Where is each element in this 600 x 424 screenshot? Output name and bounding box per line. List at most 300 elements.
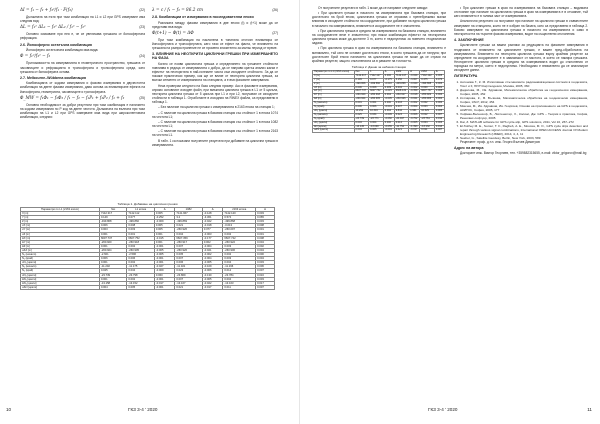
table-cell: 0.077 [127, 216, 154, 220]
table-cell: 0.034 [127, 269, 154, 273]
table-cell: -260.906 [223, 248, 256, 252]
table-cell: 0.007 [434, 113, 444, 117]
table-cell: -260.097 [223, 228, 256, 232]
table-header-cell: 2163 [420, 70, 435, 74]
table-cell: σX [m] [313, 86, 355, 90]
table-cell: 0.004 [256, 240, 275, 244]
table-header-cell: Δ [202, 208, 223, 212]
table-cell: -0.004 [202, 244, 223, 248]
table-cell: -0.021 [202, 248, 223, 252]
table-cell: -260.922 [223, 240, 256, 244]
author-address: Докторант инж. Виктор Георгиев, тел. +359882315655, e-mail: viktor_grigorov@mail.bg [460, 151, 587, 156]
paragraph: Когато се появи цикличната грешка и определянето на грешните стойности повлиява в редица от измерванията с добра, да се направи кратък анализ какъв е ефектът на неоткритата в най-големите числа към изходните стойности. За да се покаже практически пример, как ще се влияе от неоткрита циклична грешка, за всички сегменти от измерванията на станцията, а е във фазовите измервания. [152, 61, 278, 83]
table-cell: -0.002 [409, 102, 420, 106]
table-cell: -0.027 [154, 265, 175, 269]
table-cell: 0.016 [434, 117, 444, 121]
table-cell: σY [m] [21, 228, 100, 232]
table-cell: -499.868 [420, 82, 435, 86]
table-cell: 0.003 [420, 106, 435, 110]
table-cell: -260.918 [369, 94, 384, 98]
table-cell: N₁ (край) [21, 257, 100, 261]
right-column-1 [312, 6, 446, 133]
table-cell: 0.001 [127, 232, 154, 236]
table-cell: σX [m] [21, 224, 100, 228]
table-row [313, 129, 445, 133]
paragraph: Комбинацията от кодови измервания и фазови измервания в двучестотна комбинация на двете фазови измервания, дава основа за елиминиране ефекта на йоносферата, геометрията, часовниците и тропосферата. [20, 81, 145, 94]
table-cell: 0.003 [256, 277, 275, 281]
paragraph: • При цикличен грешки в началото на измерванията при базовата станция, при достатъчно на брой епохи, цикличната грешка се отразява с пренебрежимо малки влияния в изходните стойности на координатите, при добавяне на една циклична грешка в началото на измерванията, влиянието в координатите не е значително. [312, 11, 446, 28]
table-cell: -13.158 [99, 281, 126, 285]
table-header-cell: L1 епоха [127, 208, 154, 212]
table-cell: 0.025 [99, 269, 126, 273]
table-cell: 0.004 [99, 285, 126, 289]
table-cell: σZ [m] [21, 232, 100, 236]
table-cell: 0.007 [175, 277, 202, 281]
table-cell: 0.006 [369, 106, 384, 110]
table-cell: -0.055 [383, 125, 394, 129]
table-cell: 7142.122 [420, 74, 435, 78]
table-cell: σΔN [цикли] [313, 129, 355, 133]
table-cell: 0.002 [223, 253, 256, 257]
table-cell: ΔY [m] [313, 94, 355, 98]
table-cell: 0.149 [99, 216, 126, 220]
paragraph: • При цикличната грешка в средата на измерванията на базовата станция, влиянието на координатите вече е значително; при някои комбинации ефектът на неоткритата циклична грешка може да достигне 3 m, което е недопустимо за повечето геодезически задачи. [312, 28, 446, 46]
table-cell: -0.009 [154, 220, 175, 224]
table-cell: 0.004 [434, 106, 444, 110]
table-cell: 0.003 [434, 121, 444, 125]
table-cell: 0.012 [394, 121, 409, 125]
table-cell: -0.001 [154, 277, 175, 281]
paragraph: Разликата между фазови измервания в две епохи (t) и (t+1) може да се представи във вида: [152, 20, 278, 29]
table-cell: 0.008 [127, 224, 154, 228]
table-cell: 0.002 [127, 277, 154, 281]
table-cell: 0.008 [434, 90, 444, 94]
table-cell: X [m] [21, 212, 100, 216]
table-cell: 0.006 [256, 265, 275, 269]
table-cell: 0.076 [434, 78, 444, 82]
table-cell: -23.798 [127, 273, 154, 277]
table-cell: -0.017 [202, 285, 223, 289]
table-cell: 0.001 [154, 240, 175, 244]
table-cell: 0.008 [256, 236, 275, 240]
table-cell: 1.961 [409, 109, 420, 113]
list-item: – С наличие на циклична грешка в базовия станция със стойност 1 в епоха 1082 на честота L1; [152, 119, 278, 128]
table-cell: 3.2 [175, 216, 202, 220]
table-cell: 0.025 [354, 113, 369, 117]
table-cell: -13.145 [354, 125, 369, 129]
table-cell: -0.130 [202, 273, 223, 277]
table-cell: -260.918 [127, 240, 154, 244]
table-cell: 6607.742 [223, 236, 256, 240]
table-cell: -0.252 [154, 216, 175, 220]
section-heading: 2.8. Комбинации от измервания в последователни епохи [152, 15, 254, 19]
reference-item: 3. Котларова, К., В. Въчиева, Математическа обработка на геодезически измервания, София, УАСГ, 2012, 454 [460, 96, 588, 104]
table-cell: -0.004 [202, 257, 223, 261]
table-cell: 7142.317 [99, 212, 126, 216]
table-cell: 0.000 [383, 102, 394, 106]
table-cell: ΔN₁ [цикли] [21, 277, 100, 281]
table-cell: 7142.112 [127, 212, 154, 216]
table-cell: 0.001 [434, 86, 444, 90]
table-cell: 0.003 [256, 220, 275, 224]
table-cell: -13.132 [420, 125, 435, 129]
table-header-cell: Параметри по L1 (2163 епохи) [21, 208, 100, 212]
table-cell: -0.029 [409, 74, 420, 78]
table-cell: 0.004 [256, 248, 275, 252]
table-cell: 0.077 [369, 78, 384, 82]
table-cell: -260.917 [394, 94, 409, 98]
paragraph: • При циклична грешка в края на измерванията на базовата станция, влиянието е минимално, тъй като не остават достатъчно епохи, в които грешката да се натрупа; при достатъчен брой епохи наличието на цикличната грешка не може да се отрази на крайния резултат, защото отклоненията са в рамките на точността. [312, 46, 446, 63]
reference-item: 6. Dai, Z. MATLAB software for GPS cycle-slip, GPS solutions, 2011, Vol 16, 267–272 [460, 120, 588, 124]
table-cell: -11.752 [394, 125, 409, 129]
table-cell: -23.761 [420, 117, 435, 121]
table-cell: Z [m] [21, 220, 100, 224]
table-cell: -499.860 [127, 220, 154, 224]
table-cell: -260.905 [369, 98, 384, 102]
table-cell: ΔN₂ [цикли] [21, 281, 100, 285]
table-cell: Y [m] [313, 78, 355, 82]
table-cell: -2.596 [127, 253, 154, 257]
table-cell: σΔN [цикли] [21, 285, 100, 289]
table-cell: ΔX [m] [313, 90, 355, 94]
table-cell: -260.922 [420, 94, 435, 98]
paragraph: Цикличните грешки са важни разлики за редукцията на фазовите измервания в геодезията от влиянието на цикличните грешки, е важен пред-обработката на измерванията. Влиянието на неоткрита циклична грешка върху крайния резултат за определяне на координатите е в зависимост от мястото, в което се намира грешката. Неоткритите циклични грешки в средата на измерванията водят до отклонения от порядъка на метри, което е недопустимо. Необходимо е внимателно да се анализират изходните данни. [454, 43, 588, 72]
table-cell: 6607.752 [127, 236, 154, 240]
table-cell: -260.917 [175, 240, 202, 244]
table-cell: 0.023 [394, 113, 409, 117]
table-cell: -0.004 [409, 106, 420, 110]
table-cell: -0.009 [154, 269, 175, 273]
left-column-1 [20, 6, 145, 120]
table-cell: 0.004 [383, 94, 394, 98]
table-cell: -23.771 [369, 117, 384, 121]
table-cell: N₁ (начало) [313, 102, 355, 106]
reference-item: 1. Антонова Г., К. М. Използване спътниковите радионавигационни системи в геодезията, Том I и II, ЮУП Картгеодезия, Москва, 2005, 360 [460, 80, 588, 88]
table-cell: 0.001 [354, 102, 369, 106]
table-cell: N₂ (начало) [21, 265, 100, 269]
table-cell: 10.292 [354, 109, 369, 113]
equation-25: Φ_MW = f₁Φ₁ − f₂Φ₂ / f₁ − f₂ − f₁P₁ + f₂P₂ / f₁ + f₂ (25) [20, 94, 145, 100]
table-cell: -23.784 [223, 273, 256, 277]
left-column-2 [152, 6, 278, 148]
table-cell: 0.001 [99, 244, 126, 248]
table-1-block [20, 200, 275, 290]
table-cell: σN₂ [цикли] [21, 273, 100, 277]
table-cell: 0.034 [369, 113, 384, 117]
table-cell: 0.149 [354, 78, 369, 82]
table-cell: -499.869 [175, 220, 202, 224]
table-cell: ΔY [m] [21, 240, 100, 244]
address-heading: Адрес на автора [454, 145, 484, 150]
table-cell: -0.002 [409, 86, 420, 90]
table-cell: -0.702 [409, 117, 420, 121]
table-cell: -260.920 [99, 240, 126, 244]
table-cell: 0.003 [434, 82, 444, 86]
table-cell: 0.005 [127, 285, 154, 289]
table-cell: 0.007 [175, 244, 202, 248]
table-header-cell: Δ [154, 208, 175, 212]
table-header-cell: Δ [256, 208, 275, 212]
table-cell: -0.177 [202, 236, 223, 240]
table-cell: 7142.417 [394, 74, 409, 78]
paragraph: От получените резултати в табл. 1 може да се направят следните изводи: [318, 6, 428, 10]
table-cell: -0.010 [383, 82, 394, 86]
table-cell: 0.016 [256, 273, 275, 277]
table-row [21, 285, 275, 289]
table-cell: -0.001 [383, 129, 394, 133]
table-cell: 0.005 [369, 129, 384, 133]
table-cell: 0.005 [154, 228, 175, 232]
table-cell: 6607.359 [175, 236, 202, 240]
table-cell: -23.739 [354, 117, 369, 121]
table-cell: N₂ (начало) [313, 113, 355, 117]
table-cell: -0.001 [154, 257, 175, 261]
paragraph: Основна необходимост за добри резултати при тази комбинация е наличието на кодови измервания по P код на двете честоти. Дължината на вълната при тази комбинация на L1 и L2 при GPS измерване има вида при широколентовата комбинация, следния: [20, 102, 145, 120]
table-cell: -24.947 [394, 117, 409, 121]
list-item: – С наличие на циклична грешка в базовия станция със стойност 1 в епоха 1074 на честота L1; [152, 110, 278, 119]
paragraph: При тази комбинация на наклонена в топината отстоян елиминира се йоносферната и тропосферната, като тази се ефект на факта, че влиянието на грешката на разпространение не се променя значително за малък период от време. [152, 37, 278, 51]
table-cell: -260.924 [354, 98, 369, 102]
table-cell: -0.006 [409, 113, 420, 117]
table-cell: 0.001 [99, 232, 126, 236]
table-cell: 0.005 [154, 212, 175, 216]
table-cell: 0.001 [99, 261, 126, 265]
table-cell: N₁ (начало) [21, 253, 100, 257]
table-header-cell: 2163 епоха [223, 208, 256, 212]
table-cell: -23.869 [175, 273, 202, 277]
table-1-caption: Таблица 1. Добавяне на циклични грешки [117, 202, 178, 206]
table-header-cell: Δ [383, 70, 394, 74]
table-cell: 0.001 [99, 277, 126, 281]
table-cell: 0.002 [127, 261, 154, 265]
table-1 [20, 207, 275, 290]
table-cell: σN₁ [цикли] [21, 261, 100, 265]
table-cell: -0.175 [383, 78, 394, 82]
table-cell: 0.004 [354, 129, 369, 133]
table-header-cell: Параметри по L1 (2163 епохи) [313, 70, 355, 74]
table-cell: 3.150 [394, 78, 409, 82]
table-cell: -0.017 [154, 281, 175, 285]
table-cell: 0.023 [175, 269, 202, 273]
table-cell: N₂ (край) [313, 117, 355, 121]
table-2-caption: Таблица 2. Данни за небазов станции [351, 64, 407, 69]
table-cell: -0.003 [202, 232, 223, 236]
table-cell: 0.004 [434, 94, 444, 98]
table-cell: -0.001 [154, 285, 175, 289]
table-cell: -499.868 [223, 220, 256, 224]
table-cell: 0.003 [223, 244, 256, 248]
table-cell: -0.109 [202, 265, 223, 269]
table-header-cell: 1 [369, 70, 384, 74]
table-cell: Z [m] [313, 82, 355, 86]
table-cell: ΔZ [m] [21, 244, 100, 248]
table-cell: σN₂ [цикли] [313, 121, 355, 125]
table-header-cell: без [99, 208, 126, 212]
table-cell: -3.361 [202, 216, 223, 220]
list-item: – С наличие на циклична грешка в базовия станция със стойност 1 в епоха 2163 на честота L1. [152, 129, 278, 138]
paragraph: Дължината на пътя при тази комбинация на L1 и L2 при GPS измерване има следния вид: [20, 15, 145, 24]
section-heading: 4. ЗАКЛЮЧЕНИЕ [454, 37, 484, 42]
table-cell: -3.007 [409, 78, 420, 82]
table-cell: 0.011 [223, 285, 256, 289]
equation-22: ΔI = f₁ − f₂ + f₃²/f₁ · F(f₃) (22) [20, 7, 145, 12]
table-cell: 0.001 [154, 232, 175, 236]
table-cell: 0.011 [420, 129, 435, 133]
table-cell: 0.475 [420, 78, 435, 82]
table-cell: -0.128 [202, 212, 223, 216]
table-cell: -260.906 [420, 98, 435, 102]
paragraph: Основно изискване при нея е, че се увеличава грешката от йоносферната рефракция. [20, 32, 145, 41]
table-cell: 0.021 [175, 224, 202, 228]
table-cell: 0.006 [175, 261, 202, 265]
table-cell: -0.021 [409, 98, 420, 102]
equation-26: λ = c / f₁ − f₂ = 86.2 cm (26) [152, 7, 278, 12]
table-cell: 0.007 [256, 285, 275, 289]
table-cell: -13.163 [223, 281, 256, 285]
table-cell: -0.015 [383, 90, 394, 94]
table-cell: -13.152 [127, 281, 154, 285]
table-cell: -260.926 [175, 248, 202, 252]
table-cell: -23.739 [99, 273, 126, 277]
table-cell: 0.000 [420, 86, 435, 90]
page-number: 10 [6, 407, 12, 412]
table-cell: 0.574 [223, 216, 256, 220]
table-cell: -260.926 [175, 228, 202, 232]
list-item: – Без наличие на циклични грешки с измерванията в 2163 епоха на станция 1; [158, 105, 275, 110]
table-cell: 0.003 [127, 228, 154, 232]
table-cell: σN₁ [цикли] [313, 109, 355, 113]
table-cell: 0.004 [175, 232, 202, 236]
table-cell: -260.926 [394, 98, 409, 102]
table-cell: 0.021 [175, 285, 202, 289]
table-cell: 0.002 [202, 240, 223, 244]
table-cell: 0.004 [256, 257, 275, 261]
table-cell: 0.017 [256, 281, 275, 285]
table-cell: 9.842 [394, 109, 409, 113]
journal-footer: ГКЗ 3-4 ' 2020 [128, 407, 158, 412]
table-cell: 0.007 [175, 257, 202, 261]
table-cell: 0.004 [434, 98, 444, 102]
table-2-block [312, 70, 445, 134]
table-cell: 0.013 [434, 125, 444, 129]
table-cell: -0.005 [154, 253, 175, 257]
table-cell: -0.022 [202, 220, 223, 224]
table-cell: ΔZ [m] [313, 98, 355, 102]
equation-23: ΔL = f₁² ΔL₁ − f₂² ΔL₂ / f₁² − f₂² (23) [20, 24, 145, 30]
table-cell: -0.018 [202, 224, 223, 228]
table-cell: 0.012 [223, 269, 256, 273]
table-cell: -0.005 [154, 248, 175, 252]
table-cell: -499.860 [369, 82, 384, 86]
section-heading: 2.6. Йоносферно остатъчна комбинация [20, 42, 92, 47]
table-cell: 0.004 [354, 121, 369, 125]
reference-item: 7. El-Tokhey M. E., Sorour, T. F., Ragheb, A. E., Moussa, M. O., GPS cycle slips detection and repair through various signal combinations, International OPEN ACCESS Journal Of Modern Engineering Research (IJMER), 2014, 4, 4, 11 [460, 124, 588, 136]
table-cell: -260.920 [354, 94, 369, 98]
table-2 [312, 70, 445, 134]
reference-item: 5. Хофман-Веленхоф, Б., Лихтенеггер, Х., Колинс, Дж. GPS – Теория и практика, София, Ренесанс-софтуер, 2005 [460, 112, 588, 120]
table-cell: -0.060 [383, 117, 394, 121]
table-cell: -0.022 [202, 281, 223, 285]
reviewer-note: Рецензент: проф. д.т.н. инж. Георги Вълчев Димитров [460, 139, 540, 144]
table-cell: -0.359 [409, 90, 420, 94]
table-cell: 6607.737 [420, 90, 435, 94]
references [454, 80, 588, 140]
table-cell: N₁ (край) [313, 106, 355, 110]
table-cell: -13.090 [369, 125, 384, 129]
equation-24: Φ = f₁²/f₂² − f₂ (24) [20, 53, 145, 59]
paragraph: • При цикличен грешки в края на измерванията на базовата станция – видимата отстояние при наличие на цикличната грешка в края на измерванията е в отчаяние, тъй като влиянието е в голяма част от измерванията. [454, 6, 588, 19]
table-cell: 0.004 [369, 121, 384, 125]
table-cell: -0.005 [202, 261, 223, 265]
table-cell: 0.002 [394, 86, 409, 90]
table-cell: -0.005 [202, 277, 223, 281]
table-cell: -499.868 [99, 220, 126, 224]
paragraph: Йоносферно остатъчната комбинация има вида: [26, 48, 99, 53]
reference-item: 2. Дадилова, М., Ив. Здравков, Математическа обработка на геодезически измервания, София, 2005, 452 [460, 88, 588, 96]
table-cell: ΔN [цикли] [313, 125, 355, 129]
table-cell: 0.002 [420, 102, 435, 106]
table-cell: 0.007 [434, 129, 444, 133]
table-cell: 0.005 [175, 253, 202, 257]
table-cell: -0.020 [409, 82, 420, 86]
table-cell: -13.167 [175, 281, 202, 285]
table-cell: 0.004 [383, 109, 394, 113]
table-header-cell: Δ [409, 70, 420, 74]
table-cell: 0.003 [223, 257, 256, 261]
table-cell: 0.004 [223, 261, 256, 265]
table-cell: 0.001 [369, 102, 384, 106]
section-heading: 3. ВЛИЯНИЕ НА НЕОТКРИТИ ЦИКЛИЧНИ ГРЕШКИ ПРИ ИЗМЕРВАНЕТО НА ФАЗА [152, 52, 278, 61]
table-cell: 0.004 [420, 121, 435, 125]
table-cell: -0.017 [409, 129, 420, 133]
table-header-cell: 1082 [175, 208, 202, 212]
paragraph: Приложимостта на измерванията в геометричното пространство, грешката от часовниците и рефракцията в тропосферата и тропосферната среда, като грешката от йоносферата остава. [20, 61, 145, 74]
table-cell: 0.002 [223, 232, 256, 236]
table-cell: 0.009 [383, 86, 394, 90]
table-cell: -0.001 [154, 261, 175, 265]
table-cell: 0.005 [434, 109, 444, 113]
table-cell: -0.009 [383, 113, 394, 117]
reference-list [454, 80, 588, 140]
table-cell: 10.329 [420, 109, 435, 113]
table-cell: -0.013 [223, 224, 256, 228]
table-cell: -260.905 [127, 248, 154, 252]
table-cell: 0.060 [154, 273, 175, 277]
section-heading: 2.7. Melbourne–Wübbena комбинация [20, 75, 86, 80]
table-cell: -0.005 [409, 121, 420, 125]
table-cell: X [m] [313, 74, 355, 78]
table-cell: 0.012 [420, 113, 435, 117]
table-cell: -11.202 [99, 265, 126, 269]
paragraph: Аналогични резултати са получават при наличие на циклични грешки в съвместните измерване на станцията, които не е избран на базата, като са представени в таблица 2. Базово измерване на цикличната грешка в началото на измерванията и само в неоткритостта на търсене фазови измервания, водят на съществени отклонения. [454, 19, 588, 36]
table-cell: 0.005 [154, 224, 175, 228]
table-cell: N₂ (край) [21, 269, 100, 273]
table-cell: 0.004 [223, 277, 256, 281]
table-cell: 0.003 [256, 261, 275, 265]
table-cell: -0.002 [202, 253, 223, 257]
paragraph: В табл. 1 са показани получените резултати при добавяне на циклични грешки в измерванията. [152, 138, 278, 147]
table-cell: 6607.737 [354, 90, 369, 94]
table-cell: σΔX [m] [21, 248, 100, 252]
table-cell: 0.006 [99, 257, 126, 261]
table-cell: -0.001 [383, 106, 394, 110]
equation-27: Φ(t+1) − Φ(t) = ΔΦ (27) [152, 29, 278, 35]
table-cell: 10.316 [369, 109, 384, 113]
table-cell: -11.175 [127, 265, 154, 269]
table-cell: 6607.737 [99, 236, 126, 240]
table-header-cell: Δ [434, 70, 444, 74]
table-cell: 0.001 [256, 232, 275, 236]
